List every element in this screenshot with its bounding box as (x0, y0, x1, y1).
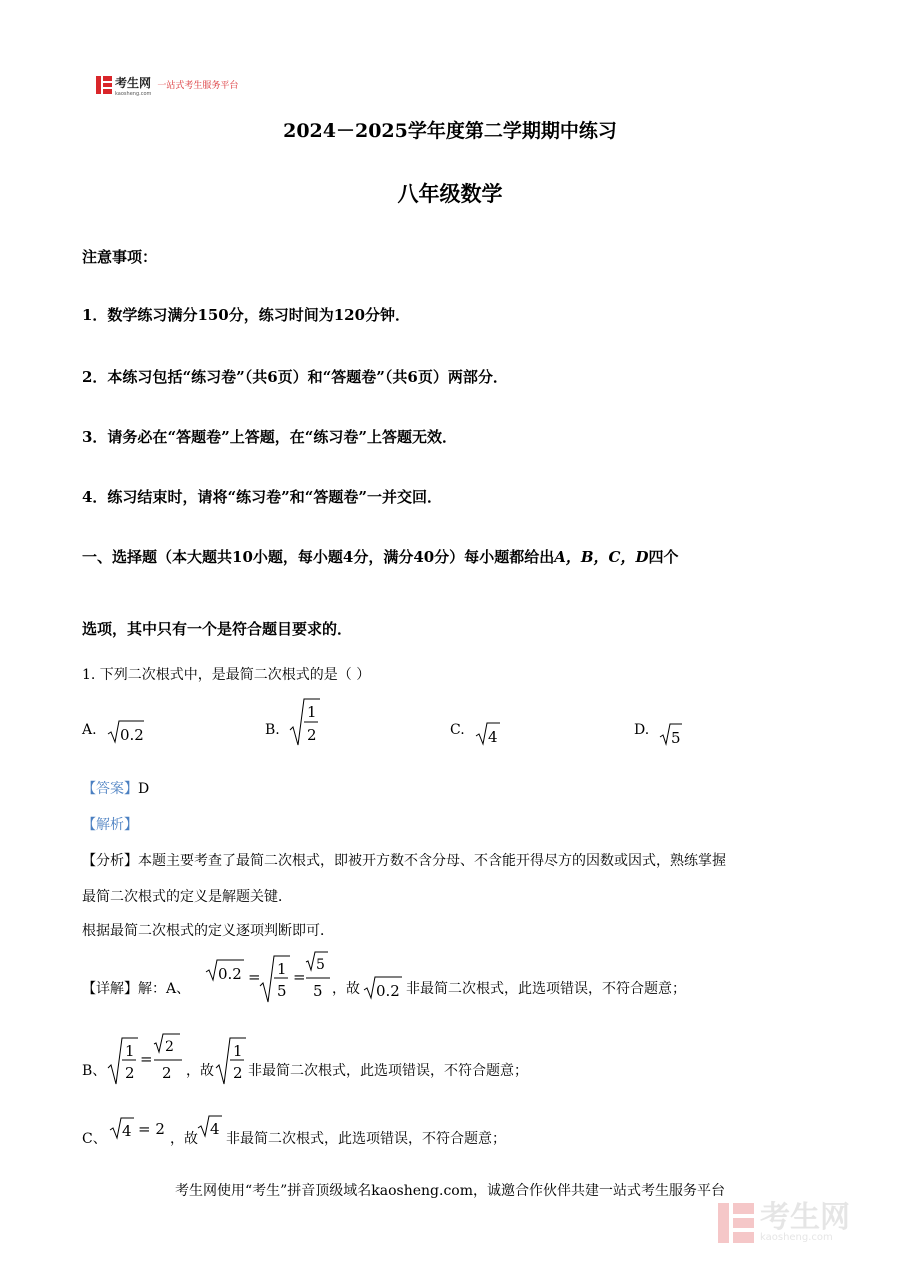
footer-text: 考生网使用“考生”拼音顶级域名kaosheng.com，诚邀合作伙伴共建一站式考生服务平台 (174, 1183, 726, 1199)
detail-c-prefix: C、 (82, 1131, 107, 1147)
option-b-numerator: 1 (307, 703, 317, 721)
watermark-mark-icon (718, 1203, 754, 1243)
detail-a-end: 非最简二次根式，此选项错误，不符合题意； (406, 981, 686, 997)
equals-sign: = (140, 1050, 153, 1068)
detail-c-eq: = 2 (138, 1120, 165, 1138)
detail-a-den: 5 (277, 982, 287, 1000)
detail-c-expr (108, 1116, 138, 1142)
section-letters: A，B，C，D (554, 548, 649, 566)
detail-b-result-den: 2 (162, 1064, 172, 1082)
detail-b-ref-num: 1 (233, 1042, 243, 1060)
detail-b-ref (214, 1032, 248, 1088)
detail-b-end: 非最简二次根式，此选项错误，不符合题意； (248, 1063, 528, 1079)
detail-a-equation (200, 950, 344, 1006)
detail-b-text: ，故 (186, 1063, 214, 1079)
detail-a-ref (362, 974, 406, 1002)
section-line1-end: 四个 (648, 548, 679, 566)
option-b-label: B. (265, 722, 280, 738)
detail-a-result-den: 5 (313, 982, 323, 1000)
logo-mark-icon (96, 76, 112, 94)
detail-b-den: 2 (125, 1064, 135, 1082)
answer-line (82, 778, 149, 798)
detail-a-num: 1 (277, 960, 287, 978)
watermark-name: 考生网 (760, 1200, 850, 1235)
page-subtitle: 八年级数学 (397, 181, 503, 206)
detail-b-prefix: B、 (82, 1063, 107, 1079)
detail-c-end: 非最简二次根式，此选项错误，不符合题意； (226, 1131, 506, 1147)
option-c-radicand: 4 (488, 728, 498, 746)
answer-tag: 【答案】 (82, 781, 138, 797)
detail-a-radicand: 0.2 (218, 965, 242, 983)
section-heading (82, 546, 678, 567)
option-d-radicand: 5 (671, 729, 681, 747)
question-stem: 1. 下列二次根式中，是最简二次根式的是（ ） (82, 667, 371, 683)
equals-sign: = (293, 968, 306, 986)
notice-heading: 注意事项： (82, 248, 158, 266)
option-c-label: C. (450, 722, 465, 738)
page-title: 2024－2025学年度第二学期期中练习 (283, 120, 617, 142)
analysis-line: 最简二次根式的定义是解题关键． (82, 889, 292, 905)
notice-item: 3．请务必在“答题卷”上答题，在“练习卷”上答题无效． (82, 428, 457, 446)
logo-slogan: 一站式考生服务平台 (157, 81, 239, 91)
option-a-expr (106, 718, 146, 746)
detail-a-text: ，故 (332, 981, 360, 997)
option-d-label: D. (634, 722, 650, 738)
detail-a-ref-radicand: 0.2 (376, 982, 400, 1000)
notice-item: 2．本练习包括“练习卷”（共6页）和“答题卷”（共6页）两部分． (82, 368, 508, 386)
answer-value: D (138, 781, 150, 797)
section-line2: 选项，其中只有一个是符合题目要求的． (82, 620, 353, 638)
detail-b-ref-den: 2 (233, 1064, 243, 1082)
detail-c-ref (196, 1114, 226, 1140)
detail-a-result-num: 5 (316, 957, 325, 973)
option-b-denominator: 2 (307, 726, 317, 744)
detail-prefix: 【详解】解：A、 (82, 981, 191, 997)
site-logo (96, 72, 238, 97)
option-c-expr (474, 720, 502, 748)
section-line1: 一、选择题（本大题共10小题，每小题4分，满分40分）每小题都给出 (82, 548, 555, 566)
logo-name: 考生网 (115, 76, 152, 90)
option-a-radicand: 0.2 (120, 726, 144, 744)
option-b-expr (288, 696, 322, 748)
analysis-line: 根据最简二次根式的定义逐项判断即可． (82, 923, 334, 939)
notice-item: 1．数学练习满分150分，练习时间为120分钟． (82, 306, 411, 324)
option-d-expr (658, 722, 684, 748)
detail-b-equation (106, 1032, 190, 1088)
detail-c-text: ，故 (170, 1131, 198, 1147)
analysis-line: 【分析】本题主要考查了最简二次根式，即被开方数不含分母、不含能开得尽方的因数或因式，熟练掌握 (82, 853, 726, 869)
detail-c-radicand: 4 (122, 1122, 132, 1140)
option-a-label: A. (82, 722, 97, 738)
detail-b-result-num: 2 (165, 1039, 174, 1055)
detail-c-ref-radicand: 4 (210, 1120, 220, 1138)
logo-domain: kaosheng.com (115, 91, 152, 97)
notice-item: 4．练习结束时，请将“练习卷”和“答题卷”一并交回． (82, 488, 442, 506)
watermark-domain: kaosheng.com (760, 1232, 833, 1243)
equals-sign: = (248, 968, 261, 986)
watermark-logo (718, 1200, 850, 1243)
analysis-tag: 【解析】 (82, 817, 138, 833)
detail-b-num: 1 (125, 1042, 135, 1060)
